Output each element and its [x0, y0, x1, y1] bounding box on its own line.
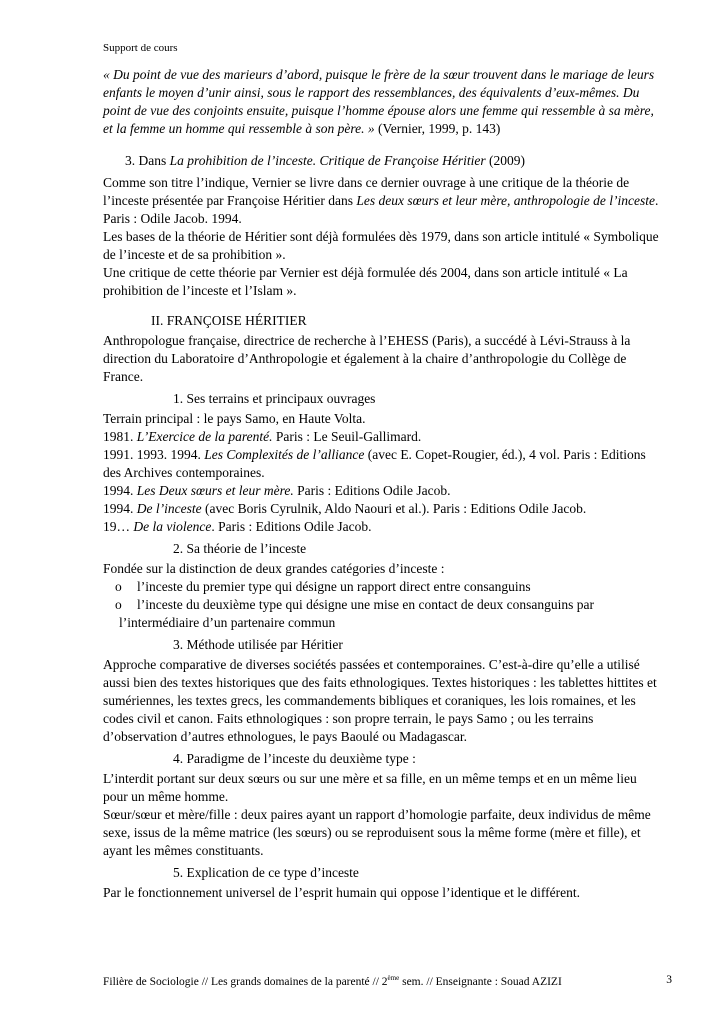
page-content	[103, 66, 663, 902]
paragraph-distinction: Fondée sur la distinction de deux grandes catégories d’inceste :	[103, 561, 445, 576]
publisher: . Paris : Editions Odile Jacob.	[211, 519, 372, 534]
work-1991	[103, 446, 663, 482]
year: 1994.	[103, 501, 137, 516]
footer-text-2: sem. // Enseignante : Souad AZIZI	[399, 975, 562, 988]
list-item-continuation: l’intermédiaire d’un partenaire commun	[119, 615, 336, 630]
list-item-text: l’inceste du premier type qui désigne un rapport direct entre consanguins	[137, 579, 531, 594]
subsection-4-heading: 4. Paradigme de l’inceste du deuxième type :	[173, 751, 416, 766]
paragraph-pairs: Sœur/sœur et mère/fille : deux paires ayant un rapport d’homologie parfaite, deux individus de même sexe, issus de la même matrice (les sœurs) ou se reproduisent sous la même forme (mère et fille), et ayant les mêmes constituants.	[103, 807, 651, 858]
page-footer	[103, 974, 672, 988]
paragraph-bases: Les bases de la théorie de Héritier sont déjà formulées dès 1979, dans son article intitulé « Symbolique de l’inceste et de sa prohibition ».	[103, 229, 659, 262]
footer-text: Filière de Sociologie // Les grands domaines de la parenté // 2	[103, 975, 388, 988]
quote-reference: (Vernier, 1999, p. 143)	[374, 121, 501, 136]
paragraph-bio: Anthropologue française, directrice de recherche à l’EHESS (Paris), a succédé à Lévi-Strauss à la direction du Laboratoire d’Anthropologie et également à la chaire d’anthropologie du Collège de France.	[103, 333, 631, 384]
circle-bullet-icon: o	[115, 579, 122, 594]
publisher: Paris : Editions Odile Jacob.	[293, 483, 451, 498]
year: 1994.	[103, 483, 137, 498]
work-1994-b	[103, 500, 663, 518]
work-terrain: Terrain principal : le pays Samo, en Haute Volta.	[103, 411, 366, 426]
subsection-2-heading: 2. Sa théorie de l’inceste	[173, 541, 307, 556]
subsection-1-heading: 1. Ses terrains et principaux ouvrages	[173, 391, 376, 406]
paragraph-interdit: L’interdit portant sur deux sœurs ou sur une mère et sa fille, en un même temps et en un même lieu pour un même homme.	[103, 771, 637, 804]
list-item-text: l’inceste du deuxième type qui désigne une mise en contact de deux consanguins par	[137, 597, 594, 612]
circle-bullet-icon: o	[115, 597, 122, 612]
paragraph-critique-2004: Une critique de cette théorie par Vernier est déjà formulée dés 2004, dans son article intitulé « La prohibition de l’inceste et l’Islam ».	[103, 265, 628, 298]
subsection-5-heading: 5. Explication de ce type d’inceste	[173, 865, 359, 880]
year: 1991. 1993. 1994.	[103, 447, 205, 462]
list-item	[107, 578, 663, 596]
page-number: 3	[666, 974, 672, 986]
publisher: (avec Boris Cyrulnik, Aldo Naouri et al.). Paris : Editions Odile Jacob.	[201, 501, 587, 516]
year: 19…	[103, 519, 134, 534]
text: Comme son titre l’indique, Vernier se livre dans ce dernier ouvrage à une critique de la théorie de l’inceste présentée par Françoise Héritier dans	[103, 175, 630, 208]
work-1981	[103, 428, 663, 446]
quote-text: « Du point de vue des marieurs d’abord, puisque le frère de la sœur trouvent dans le mariage de leurs enfants le moyen d’unir ainsi, sous le rapport des ressemblances, des équivalents d’eux-mêmes. Du point de vue des conjoints ensuite, puisque l’homme épouse alors une femme qui ressemble à sa mère, et la femme un homme qui ressemble à son père. »	[103, 67, 655, 136]
paragraph-method: Approche comparative de diverses sociétés passées et contemporaines. C’est-à-dire qu’elle a utilisé aussi bien des textes historiques que des faits ethnologiques. Textes historiques : les tablettes hittites et sumériennes, les textes grecs, les commandements bibliques et coraniques, les lois romaines, et les codes civil et canon. Faits ethnologiques : son propre terrain, le pays Samo ; ou les terrains d’observation d’autres ethnologues, le pays Baoulé ou Madagascar.	[103, 657, 657, 744]
work-title: De l’inceste	[136, 501, 202, 516]
work-title: De la violence	[133, 519, 212, 534]
footer-superscript: ème	[387, 974, 400, 982]
subsection-3-heading: 3. Méthode utilisée par Héritier	[173, 637, 343, 652]
publisher: Paris : Le Seuil-Gallimard.	[272, 429, 422, 444]
list-item	[107, 596, 663, 614]
section-3-prefix: 3. Dans	[125, 153, 170, 168]
work-1994-a	[103, 482, 663, 500]
inceste-types-list	[103, 578, 663, 614]
publisher: (avec E. Copet-Rougier, éd.), 4 vol. Paris : Editions des Archives contemporaines.	[103, 447, 646, 480]
paragraph-critique	[103, 174, 663, 228]
book-title: Les deux sœurs et leur mère, anthropologie de l’inceste	[356, 193, 655, 208]
work-title: L’Exercice de la parenté.	[136, 429, 273, 444]
section-3-title: La prohibition de l’inceste. Critique de Françoise Héritier	[169, 153, 486, 168]
year: 1981.	[103, 429, 137, 444]
page-header: Support de cours	[103, 42, 178, 54]
section-3-heading	[125, 152, 663, 170]
paragraph-explication: Par le fonctionnement universel de l’esprit humain qui oppose l’identique et le différent.	[103, 885, 580, 900]
work-violence	[103, 518, 663, 536]
vernier-quote	[103, 66, 663, 138]
work-title: Les Complexités de l’alliance	[204, 447, 365, 462]
section-3-year: (2009)	[485, 153, 525, 168]
section-ii-heading: II. FRANÇOISE HÉRITIER	[151, 313, 307, 328]
text: . Paris : Odile Jacob. 1994.	[103, 193, 659, 226]
work-title: Les Deux sœurs et leur mère.	[136, 483, 294, 498]
